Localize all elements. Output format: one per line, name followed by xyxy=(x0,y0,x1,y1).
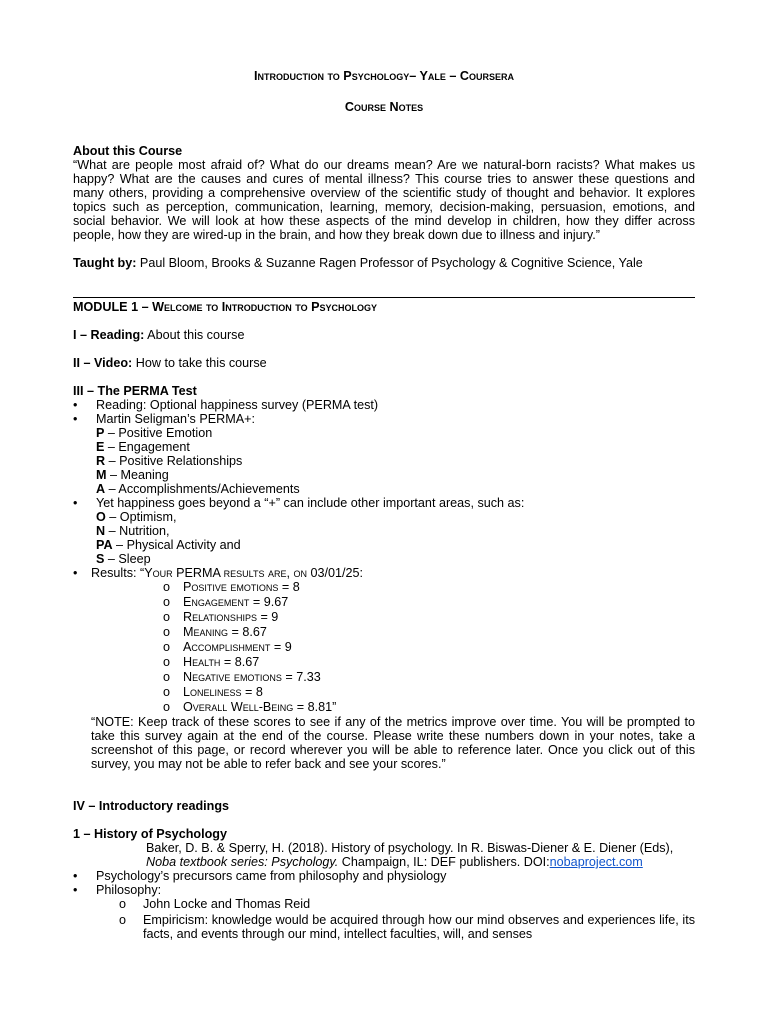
circle-glyph: o xyxy=(119,913,127,927)
score-item: Meaning = 8.67 xyxy=(183,625,267,639)
section-divider xyxy=(73,297,695,298)
taught-by xyxy=(73,256,643,270)
circle-glyph: o xyxy=(163,670,171,684)
circle-glyph: o xyxy=(163,685,171,699)
perma-item: M – Meaning xyxy=(96,468,169,482)
plus-item: O – Optimism, xyxy=(96,510,177,524)
perma-heading: III – The PERMA Test xyxy=(73,384,197,398)
score-item: Overall Well-Being = 8.81” xyxy=(183,700,337,714)
circle-glyph: o xyxy=(163,595,171,609)
reading-value: About this course xyxy=(144,328,245,342)
taught-by-value: Paul Bloom, Brooks & Suzanne Ragen Professor of Psychology & Cognitive Science, Yale xyxy=(136,256,643,270)
score-item: Loneliness = 8 xyxy=(183,685,263,699)
perma-item: E – Engagement xyxy=(96,440,190,454)
bullet-seligman: Martin Seligman’s PERMA+: xyxy=(96,412,255,426)
sub-locke: John Locke and Thomas Reid xyxy=(143,897,311,911)
module-title: Welcome to Introduction to Psychology xyxy=(152,300,378,314)
plus-item: N – Nutrition, xyxy=(96,524,170,538)
circle-glyph: o xyxy=(163,625,171,639)
plus-item: PA – Physical Activity and xyxy=(96,538,241,552)
module-label: MODULE 1 – xyxy=(73,300,153,314)
plus-item: S – Sleep xyxy=(96,552,151,566)
citation-line-1: Baker, D. B. & Sperry, H. (2018). History of psychology. In R. Biswas-Diener & E. Diener (Eds), xyxy=(146,841,674,855)
document-page xyxy=(73,0,695,1024)
sub-empiricism: Empiricism: knowledge would be acquired through how our mind observes and experiences life, its facts, and events through our mind, intellect faculties, will, and senses xyxy=(143,913,695,941)
bullet-philosophy: Philosophy: xyxy=(96,883,162,897)
circle-glyph: o xyxy=(163,700,171,714)
circle-glyph: o xyxy=(163,610,171,624)
bullet-glyph: • xyxy=(73,869,78,883)
taught-by-label: Taught by: xyxy=(73,256,137,270)
bullet-glyph: • xyxy=(73,566,78,580)
reading-line xyxy=(73,328,245,342)
perma-item: P – Positive Emotion xyxy=(96,426,213,440)
circle-glyph: o xyxy=(119,897,127,911)
module-heading xyxy=(73,300,377,314)
bullet-beyond: Yet happiness goes beyond a “+” can include other important areas, such as: xyxy=(96,496,525,510)
video-line xyxy=(73,356,267,370)
bullet-glyph: • xyxy=(73,398,78,412)
document-subtitle: Course Notes xyxy=(344,100,424,114)
video-label: II – Video: xyxy=(73,356,133,370)
bullet-glyph: • xyxy=(73,496,78,510)
perma-item: R – Positive Relationships xyxy=(96,454,243,468)
circle-glyph: o xyxy=(163,580,171,594)
about-heading: About this Course xyxy=(73,144,183,158)
bullet-glyph: • xyxy=(73,412,78,426)
results-line: Results: “Your PERMA results are, on 03/01/25: xyxy=(91,566,364,580)
circle-glyph: o xyxy=(163,655,171,669)
about-body: “What are people most afraid of? What do our dreams mean? Are we natural-born racists? What makes us happy? What are the causes and cures of mental illness? This course tries to answer these questions and many others, providing a comprehensive overview of the scientific study of thought and behavior. It explores topics such as perception, communication, learning, memory, decision-making, persuasion, emotions, and social behavior. We will look at how these aspects of the mind develop in children, how they differ across people, how they are wired-up in the brain, and how they break down due to illness and injury.” xyxy=(73,158,695,242)
document-title: Introduction to Psychology– Yale – Coursera xyxy=(253,69,514,83)
score-item: Health = 8.67 xyxy=(183,655,260,669)
bullet-glyph: • xyxy=(73,883,78,897)
perma-note: “NOTE: Keep track of these scores to see if any of the metrics improve over time. You will be prompted to take this survey again at the end of the course. Please write these numbers down in your notes, take a screenshot of this page, or record wherever you will be able to reference later. Once you click out of this survey, you may not be able to refer back and see your scores.” xyxy=(91,715,695,771)
score-item: Negative emotions = 7.33 xyxy=(183,670,321,684)
noba-link[interactable]: nobaproject.com xyxy=(549,855,643,869)
citation-line-2: Noba textbook series: Psychology. Champaign, IL: DEF publishers. DOI:nobaproject.com xyxy=(146,855,643,869)
bullet-precursors: Psychology’s precursors came from philosophy and physiology xyxy=(96,869,447,883)
reading-label: I – Reading: xyxy=(73,328,145,342)
score-item: Accomplishment = 9 xyxy=(183,640,292,654)
circle-glyph: o xyxy=(163,640,171,654)
score-item: Positive emotions = 8 xyxy=(183,580,300,594)
score-item: Engagement = 9.67 xyxy=(183,595,289,609)
history-heading: 1 – History of Psychology xyxy=(73,827,227,841)
intro-readings-heading: IV – Introductory readings xyxy=(73,799,230,813)
score-item: Relationships = 9 xyxy=(183,610,279,624)
bullet-reading: Reading: Optional happiness survey (PERMA test) xyxy=(96,398,379,412)
perma-item: A – Accomplishments/Achievements xyxy=(96,482,300,496)
video-value: How to take this course xyxy=(132,356,267,370)
